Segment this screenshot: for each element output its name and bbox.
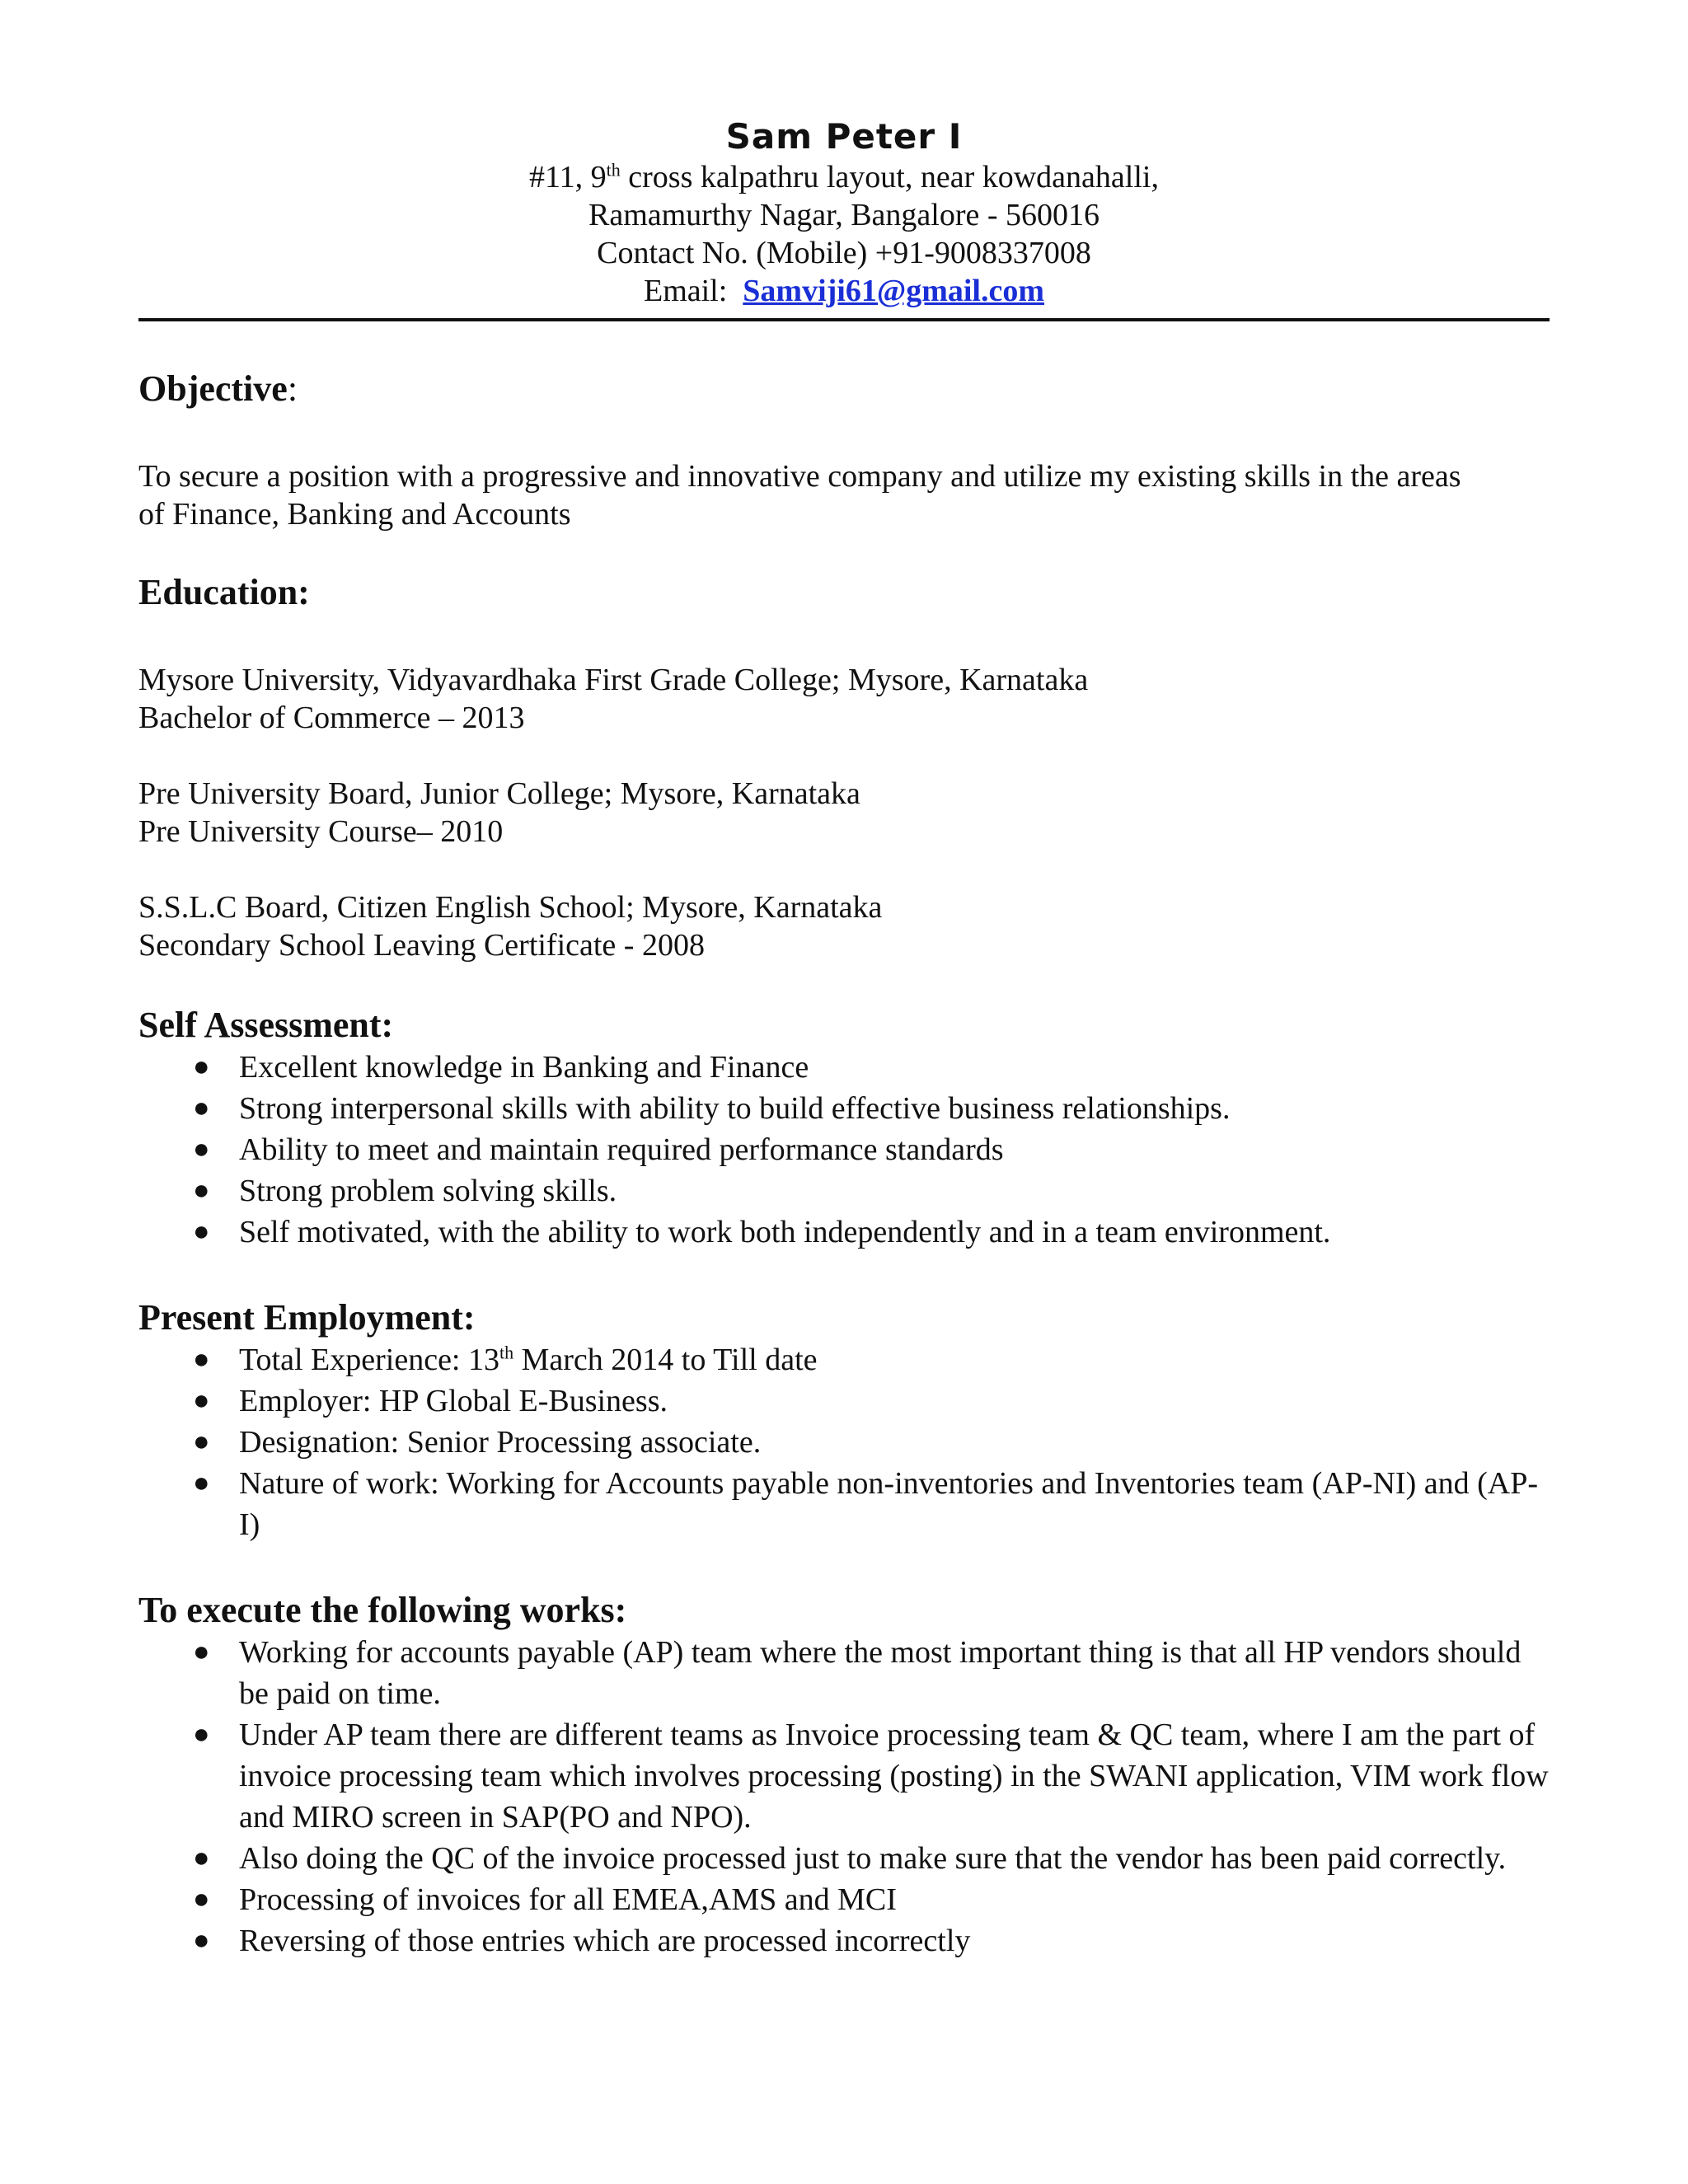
bullet-icon: ●: [193, 1175, 210, 1206]
education-entry-institution: S.S.L.C Board, Citizen English School; Mysore, Karnataka: [138, 890, 883, 925]
resume-header: [0, 115, 1688, 310]
self-assessment-heading: Self Assessment:: [138, 1005, 394, 1045]
objective-heading-text: Objective: [138, 368, 288, 409]
list-item-text: Reversing of those entries which are processed incorrectly: [239, 1924, 971, 1958]
education-entry-institution: Pre University Board, Junior College; Mysore, Karnataka: [138, 776, 860, 811]
objective-heading: [138, 368, 1550, 410]
employer-text: Employer: HP Global E-Business.: [239, 1384, 668, 1418]
list-item-text: Also doing the QC of the invoice processed just to make sure that the vendor has been paid correctly.: [239, 1841, 1507, 1876]
bullet-icon: ●: [193, 1216, 210, 1247]
list-item: [138, 1047, 1550, 1088]
education-section: [138, 571, 1550, 614]
list-item: [138, 1380, 1550, 1422]
address-line-2: Ramamurthy Nagar, Bangalore - 560016: [588, 198, 1100, 232]
contact-number: Contact No. (Mobile) +91-9008337008: [597, 236, 1091, 270]
education-entry-degree: Secondary School Leaving Certificate - 2008: [138, 928, 705, 963]
present-employment-heading: Present Employment:: [138, 1297, 476, 1338]
list-item-text: Under AP team there are different teams as Invoice processing team & QC team, where I am the part of invoice processing team which involves processing (posting) in the SWANI application, VIM work flow and MIRO screen in SAP(PO and NPO).: [239, 1718, 1549, 1835]
present-employment-section: [138, 1296, 1550, 1545]
experience-ordinal-suffix: th: [499, 1342, 514, 1363]
bullet-icon: ●: [193, 1427, 210, 1457]
education-entry-1: [138, 661, 1550, 737]
works-list: [138, 1632, 1550, 1961]
list-item: [138, 1129, 1550, 1170]
education-entry-degree: Pre University Course– 2010: [138, 814, 504, 849]
list-item-text: Self motivated, with the ability to work both independently and in a team environment.: [239, 1215, 1331, 1249]
education-entry-2: [138, 775, 1550, 851]
list-item: [138, 1170, 1550, 1212]
list-item: [138, 1838, 1550, 1879]
self-assessment-section: [138, 1004, 1550, 1253]
list-item-text: Strong interpersonal skills with ability to build effective business relationships.: [239, 1091, 1231, 1126]
bullet-icon: ●: [193, 1134, 210, 1165]
present-employment-list: [138, 1339, 1550, 1545]
experience-text-end: March 2014 to Till date: [513, 1343, 818, 1377]
bullet-icon: ●: [193, 1925, 210, 1956]
self-assessment-list: [138, 1047, 1550, 1253]
education-heading: Education:: [138, 572, 310, 612]
education-entry-institution: Mysore University, Vidyavardhaka First Grade College; Mysore, Karnataka: [138, 663, 1089, 697]
bullet-icon: ●: [193, 1719, 210, 1750]
bullet-icon: ●: [193, 1637, 210, 1667]
list-item: [138, 1088, 1550, 1129]
list-item: [138, 1212, 1550, 1253]
list-item: [138, 1714, 1550, 1838]
bullet-icon: ●: [193, 1884, 210, 1915]
bullet-icon: ●: [193, 1385, 210, 1416]
bullet-icon: ●: [193, 1093, 210, 1123]
bullet-icon: ●: [193, 1052, 210, 1082]
list-item-text: Processing of invoices for all EMEA,AMS and MCI: [239, 1882, 897, 1917]
education-entry-degree: Bachelor of Commerce – 2013: [138, 701, 525, 735]
list-item: [138, 1920, 1550, 1961]
list-item: [138, 1422, 1550, 1463]
email-line: [0, 272, 1688, 310]
address-line-1-start: #11, 9: [529, 160, 607, 194]
experience-text-start: Total Experience: 13: [239, 1343, 499, 1377]
header-divider: [138, 318, 1550, 321]
education-entry-3: [138, 888, 1550, 964]
objective-text-line-2: of Finance, Banking and Accounts: [138, 497, 571, 532]
email-label: Email:: [643, 274, 743, 308]
objective-section: [138, 368, 1550, 410]
address-ordinal-suffix: th: [606, 159, 621, 180]
bullet-icon: ●: [193, 1344, 210, 1375]
address-line-1-end: cross kalpathru layout, near kowdanahalli,: [620, 160, 1159, 194]
objective-text-line-1: To secure a position with a progressive and innovative company and utilize my existing skills in the areas: [138, 459, 1461, 494]
candidate-name: Sam Peter I: [725, 116, 963, 157]
list-item-text: Ability to meet and maintain required performance standards: [239, 1132, 1004, 1167]
objective-text: [138, 457, 1550, 533]
works-section: [138, 1589, 1550, 1961]
list-item: [138, 1632, 1550, 1714]
list-item-text: Working for accounts payable (AP) team where the most important thing is that all HP vendors should be paid on time.: [239, 1635, 1522, 1711]
bullet-icon: ●: [193, 1843, 210, 1873]
objective-heading-colon: :: [287, 368, 298, 409]
address-line-1: [0, 158, 1688, 196]
bullet-icon: ●: [193, 1468, 210, 1498]
nature-of-work-text: Nature of work: Working for Accounts payable non-inventories and Inventories team (AP-NI) and (AP-I): [239, 1466, 1538, 1542]
works-heading: To execute the following works:: [138, 1590, 627, 1630]
list-item-text: Strong problem solving skills.: [239, 1174, 617, 1208]
list-item-text: Excellent knowledge in Banking and Finance: [239, 1050, 809, 1085]
designation-text: Designation: Senior Processing associate.: [239, 1425, 762, 1460]
list-item: [138, 1879, 1550, 1920]
email-link[interactable]: Samviji61@gmail.com: [743, 274, 1044, 308]
list-item: [138, 1339, 1550, 1380]
list-item: [138, 1463, 1550, 1545]
